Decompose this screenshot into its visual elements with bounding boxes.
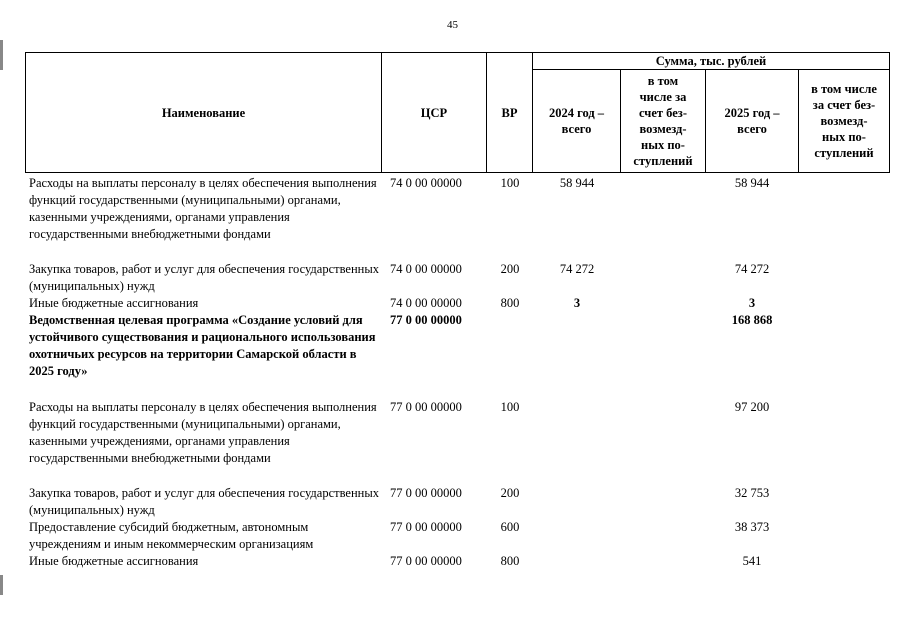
row-csr: 77 0 00 00000 bbox=[390, 400, 462, 414]
row-2024-total: 3 bbox=[573, 296, 581, 310]
row-2025-total: 74 272 bbox=[734, 262, 770, 276]
header-name: Наименование bbox=[25, 52, 382, 173]
row-vr: 800 bbox=[500, 296, 520, 310]
row-name: Расходы на выплаты персоналу в целях обеспечения выполнения функций государственными (муниципальными) органами, казенными учреждениями, органами управления государственными внебюджетными фондами bbox=[29, 400, 377, 465]
header-csr: ЦСР bbox=[381, 52, 487, 173]
row-csr: 77 0 00 00000 bbox=[390, 520, 462, 534]
row-2024-total: 74 272 bbox=[559, 262, 595, 276]
row-name: Расходы на выплаты персоналу в целях обеспечения выполнения функций государственными (муниципальными) органами, казенными учреждениями, органами управления государственными внебюджетными фондами bbox=[29, 176, 377, 241]
row-name: Закупка товаров, работ и услуг для обеспечения государственных (муниципальных) нужд bbox=[29, 486, 380, 517]
row-name: Ведомственная целевая программа «Создание условий для устойчивого существования и рационального использования охотничьих ресурсов на территории Самарской области в 2025 году» bbox=[29, 313, 376, 378]
row-2025-total: 3 bbox=[748, 296, 756, 310]
scan-margin-mark bbox=[0, 40, 3, 70]
row-2025-total: 541 bbox=[742, 554, 762, 568]
header-sum-group: Сумма, тыс. рублей bbox=[532, 52, 890, 70]
row-2025-total: 32 753 bbox=[734, 486, 770, 500]
header-vr: ВР bbox=[486, 52, 533, 173]
scan-margin-mark bbox=[0, 575, 3, 595]
row-vr: 800 bbox=[500, 554, 520, 568]
row-name: Иные бюджетные ассигнования bbox=[29, 554, 199, 568]
row-csr: 77 0 00 00000 bbox=[390, 486, 462, 500]
row-name: Иные бюджетные ассигнования bbox=[29, 296, 199, 310]
row-2025-total: 97 200 bbox=[734, 400, 770, 414]
row-2024-total: 58 944 bbox=[559, 176, 595, 190]
row-vr: 100 bbox=[500, 176, 520, 190]
row-csr: 74 0 00 00000 bbox=[390, 176, 462, 190]
row-csr: 77 0 00 00000 bbox=[390, 554, 462, 568]
row-csr: 74 0 00 00000 bbox=[390, 262, 462, 276]
row-2025-total: 58 944 bbox=[734, 176, 770, 190]
row-vr: 200 bbox=[500, 262, 520, 276]
header-2025-total: 2025 год – всего bbox=[705, 69, 799, 173]
row-vr: 100 bbox=[500, 400, 520, 414]
row-name: Предоставление субсидий бюджетным, автономным учреждениям и иным некоммерческим организациям bbox=[29, 520, 314, 551]
header-2024-grants: в том числе за счет без- возмезд- ных по- ступлений bbox=[620, 69, 706, 173]
row-name: Закупка товаров, работ и услуг для обеспечения государственных (муниципальных) нужд bbox=[29, 262, 380, 293]
row-csr: 74 0 00 00000 bbox=[390, 296, 462, 310]
page-number: 45 bbox=[447, 19, 458, 31]
row-csr: 77 0 00 00000 bbox=[390, 313, 462, 327]
row-2025-total: 38 373 bbox=[734, 520, 770, 534]
row-2025-total: 168 868 bbox=[731, 313, 773, 327]
header-2024-total: 2024 год – всего bbox=[532, 69, 621, 173]
header-2025-grants: в том числе за счет без- возмезд- ных по- ступлений bbox=[798, 69, 890, 173]
row-vr: 200 bbox=[500, 486, 520, 500]
row-vr: 600 bbox=[500, 520, 520, 534]
